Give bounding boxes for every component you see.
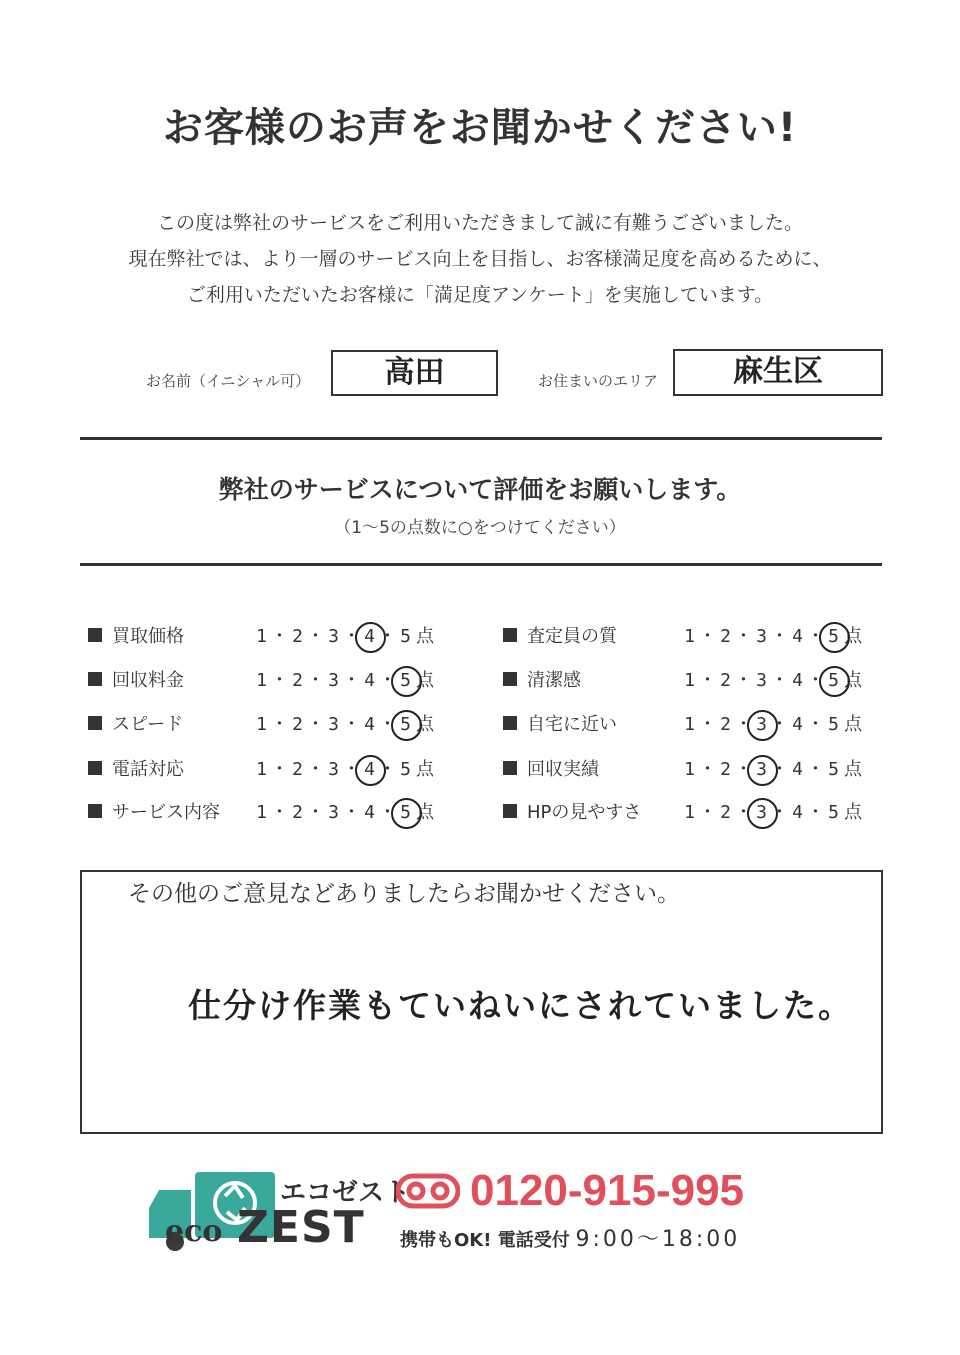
rating-score[interactable]: 2 [720, 714, 731, 735]
rating-unit: 点 [844, 802, 862, 823]
comment-answer: 仕分け作業もていねいにされていました。 [188, 986, 853, 1025]
rating-label [503, 666, 581, 692]
rating-score[interactable]: 4 [792, 670, 803, 691]
bullet-square-icon [88, 672, 102, 686]
rating-unit: 点 [416, 626, 434, 647]
rating-score[interactable]: 1 [684, 759, 695, 780]
scale-separator: ･ [275, 670, 284, 691]
scale-separator: ･ [775, 759, 784, 780]
area-label: お住まいのエリア [538, 372, 659, 390]
scale-separator: ･ [347, 759, 356, 780]
bullet-square-icon [503, 716, 517, 730]
area-value: 麻生区 [733, 354, 823, 389]
rating-score[interactable]: 4 [364, 670, 375, 691]
rating-scale [681, 666, 862, 692]
scale-separator: ･ [383, 626, 392, 647]
scale-separator: ･ [383, 802, 392, 823]
rating-heading: 弊社のサービスについて評価をお願いします。 [218, 475, 742, 504]
bullet-square-icon [503, 628, 517, 642]
rating-score[interactable]: 4 [792, 626, 803, 647]
rating-row [88, 622, 468, 652]
rating-score-selected[interactable]: 5 [397, 802, 414, 823]
rating-label-text: 自宅に近い [527, 714, 617, 735]
rating-score-selected[interactable]: 3 [753, 759, 770, 780]
scale-separator: ･ [739, 802, 748, 823]
rating-score[interactable]: 2 [292, 626, 303, 647]
rating-unit: 点 [844, 626, 862, 647]
scale-separator: ･ [811, 759, 820, 780]
rating-score-selected[interactable]: 5 [397, 670, 414, 691]
scale-separator: ･ [811, 714, 820, 735]
scale-separator: ･ [775, 626, 784, 647]
rating-label-text: 査定員の質 [527, 626, 617, 647]
rating-label-text: サービス内容 [112, 802, 220, 823]
rating-score[interactable]: 1 [256, 626, 267, 647]
rating-score[interactable]: 2 [720, 670, 731, 691]
intro-line-1: この度は弊社のサービスをご利用いただきまして誠に有難うございました。 [156, 212, 803, 234]
rating-unit: 点 [416, 759, 434, 780]
rating-score[interactable]: 3 [756, 626, 767, 647]
rating-score[interactable]: 2 [292, 802, 303, 823]
rating-score[interactable]: 3 [328, 802, 339, 823]
rating-unit: 点 [416, 670, 434, 691]
page-title: お客様のお声をお聞かせください! [162, 105, 798, 151]
scale-separator: ･ [311, 670, 320, 691]
rating-label [503, 710, 617, 736]
rating-score[interactable]: 4 [364, 802, 375, 823]
scale-separator: ･ [739, 759, 748, 780]
rating-scale [681, 622, 862, 648]
rating-label [88, 666, 184, 692]
rating-score[interactable]: 3 [756, 670, 767, 691]
rating-scale [253, 798, 434, 824]
rating-score[interactable]: 5 [828, 802, 839, 823]
rating-scale [681, 798, 862, 824]
scale-separator: ･ [347, 802, 356, 823]
rating-row [503, 622, 883, 652]
bullet-square-icon [503, 761, 517, 775]
name-label: お名前（イニシャル可） [146, 372, 311, 390]
rating-score[interactable]: 1 [256, 802, 267, 823]
rating-score[interactable]: 1 [256, 670, 267, 691]
rating-scale [253, 755, 434, 781]
rating-unit: 点 [844, 759, 862, 780]
rating-scale [253, 710, 434, 736]
bullet-square-icon [88, 716, 102, 730]
scale-separator: ･ [383, 759, 392, 780]
scale-separator: ･ [347, 714, 356, 735]
phone-number[interactable]: 0120-915-995 [470, 1166, 745, 1215]
divider-top [80, 437, 882, 440]
rating-score[interactable]: 3 [328, 670, 339, 691]
scale-separator: ･ [703, 626, 712, 647]
rating-label-text: 回収実績 [527, 759, 599, 780]
scale-separator: ･ [739, 626, 748, 647]
rating-score[interactable]: 1 [684, 670, 695, 691]
name-field [331, 350, 498, 396]
rating-score[interactable]: 1 [684, 802, 695, 823]
comment-question: その他のご意見などありましたらお聞かせください。 [128, 881, 680, 907]
rating-scale [253, 622, 434, 648]
rating-score[interactable]: 1 [684, 626, 695, 647]
scale-separator: ･ [383, 670, 392, 691]
rating-row [503, 710, 883, 740]
brand-zest: ZEST [237, 1202, 365, 1253]
scale-separator: ･ [275, 759, 284, 780]
rating-score[interactable]: 2 [720, 759, 731, 780]
rating-label [88, 755, 184, 781]
rating-score-selected[interactable]: 4 [361, 626, 378, 647]
rating-score[interactable]: 4 [792, 802, 803, 823]
rating-score[interactable]: 3 [328, 626, 339, 647]
scale-separator: ･ [775, 714, 784, 735]
rating-label [503, 622, 617, 648]
rating-score[interactable]: 2 [292, 759, 303, 780]
rating-note: （1〜5の点数に○をつけてください） [334, 518, 626, 538]
rating-score[interactable]: 5 [400, 626, 411, 647]
hours [400, 1222, 740, 1253]
rating-label-text: 回収料金 [112, 670, 184, 691]
rating-row [88, 710, 468, 740]
rating-score-selected[interactable]: 5 [397, 714, 414, 735]
rating-score[interactable]: 5 [828, 714, 839, 735]
rating-unit: 点 [416, 802, 434, 823]
rating-row [88, 666, 468, 696]
rating-score-selected[interactable]: 4 [361, 759, 378, 780]
rating-score-selected[interactable]: 5 [825, 670, 842, 691]
rating-scale [681, 755, 862, 781]
rating-label-text: 清潔感 [527, 670, 581, 691]
rating-score[interactable]: 1 [256, 714, 267, 735]
scale-separator: ･ [275, 802, 284, 823]
scale-separator: ･ [775, 670, 784, 691]
bullet-square-icon [88, 804, 102, 818]
rating-label-text: スピード [112, 714, 184, 735]
rating-score[interactable]: 4 [792, 714, 803, 735]
rating-scale [681, 710, 862, 736]
rating-score[interactable]: 5 [400, 759, 411, 780]
scale-separator: ･ [703, 759, 712, 780]
scale-separator: ･ [703, 714, 712, 735]
scale-separator: ･ [775, 802, 784, 823]
rating-score[interactable]: 2 [292, 670, 303, 691]
ecozest-logo [145, 1168, 411, 1254]
rating-score[interactable]: 2 [292, 714, 303, 735]
scale-separator: ･ [811, 626, 820, 647]
rating-row [88, 755, 468, 785]
rating-score[interactable]: 3 [328, 759, 339, 780]
rating-label [503, 798, 641, 824]
scale-separator: ･ [703, 802, 712, 823]
scale-separator: ･ [739, 670, 748, 691]
intro-line-2: 現在弊社では、より一層のサービス向上を目指し、お客様満足度を高めるために、 [128, 248, 832, 270]
rating-row [503, 798, 883, 828]
scale-separator: ･ [347, 626, 356, 647]
scale-separator: ･ [311, 714, 320, 735]
brand-eco: eco [165, 1214, 223, 1249]
hours-prefix: 携帯もOK! 電話受付 [400, 1230, 570, 1251]
rating-score[interactable]: 4 [364, 714, 375, 735]
scale-separator: ･ [739, 714, 748, 735]
rating-row [503, 666, 883, 696]
name-value: 高田 [384, 355, 445, 390]
intro-line-3: ご利用いただいたお客様に「満足度アンケート」を実施しています。 [186, 284, 774, 306]
scale-separator: ･ [811, 670, 820, 691]
freedial-icon [396, 1172, 460, 1210]
scale-separator: ･ [311, 802, 320, 823]
rating-label [88, 798, 220, 824]
rating-unit: 点 [416, 714, 434, 735]
rating-score[interactable]: 3 [328, 714, 339, 735]
scale-separator: ･ [811, 802, 820, 823]
rating-unit: 点 [844, 714, 862, 735]
bullet-square-icon [503, 672, 517, 686]
rating-label-text: 電話対応 [112, 759, 184, 780]
bullet-square-icon [503, 804, 517, 818]
scale-separator: ･ [275, 714, 284, 735]
area-field [673, 349, 883, 396]
rating-row [503, 755, 883, 785]
rating-score-selected[interactable]: 3 [753, 714, 770, 735]
rating-label [88, 622, 184, 648]
hours-value: 9:00〜18:00 [575, 1227, 741, 1252]
rating-label [503, 755, 599, 781]
rating-score[interactable]: 2 [720, 626, 731, 647]
brand-kana: エコゼスト [280, 1178, 411, 1208]
scale-separator: ･ [311, 626, 320, 647]
rating-label-text: HPの見やすさ [527, 802, 642, 823]
rating-score-selected[interactable]: 5 [825, 626, 842, 647]
scale-separator: ･ [703, 670, 712, 691]
rating-label-text: 買取価格 [112, 626, 184, 647]
scale-separator: ･ [275, 626, 284, 647]
rating-score[interactable]: 1 [684, 714, 695, 735]
rating-label [88, 710, 183, 736]
rating-row [88, 798, 468, 828]
scale-separator: ･ [347, 670, 356, 691]
divider-bottom [80, 563, 882, 566]
scale-separator: ･ [311, 759, 320, 780]
bullet-square-icon [88, 628, 102, 642]
bullet-square-icon [88, 761, 102, 775]
rating-scale [253, 666, 434, 692]
scale-separator: ･ [383, 714, 392, 735]
rating-score[interactable]: 5 [828, 759, 839, 780]
rating-score[interactable]: 2 [720, 802, 731, 823]
rating-unit: 点 [844, 670, 862, 691]
rating-score[interactable]: 1 [256, 759, 267, 780]
rating-score[interactable]: 4 [792, 759, 803, 780]
rating-score-selected[interactable]: 3 [753, 802, 770, 823]
